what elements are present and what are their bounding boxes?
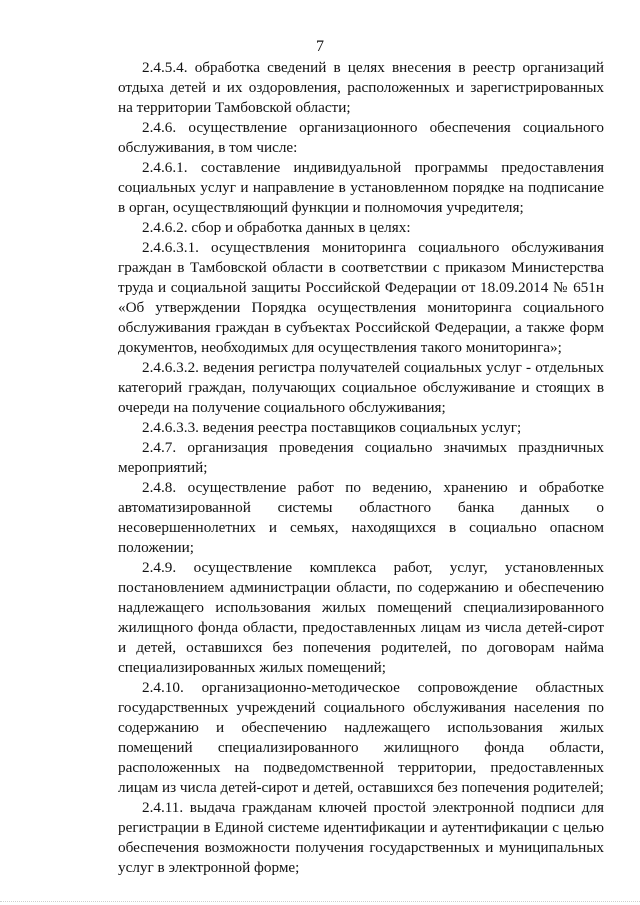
paragraph-2-4-11: 2.4.11. выдача гражданам ключей простой электронной подписи для регистрации в Единой системе идентификации и аутентификации с целью обеспечения возможности получения государственных и муниципальных услуг в электронной форме; [118,799,604,876]
paragraph-2-4-9: 2.4.9. осуществление комплекса работ, услуг, установленных постановлением администрации области, по содержанию и обеспечению надлежащего использования жилых помещений специализированного жилищного фонда области, предоставленных лицам из числа детей-сирот и детей, оставшихся без попечения родителей, по договорам найма специализированных жилых помещений; [118,559,604,676]
page-number: 7 [316,38,324,55]
paragraph-2-4-6: 2.4.6. осуществление организационного обеспечения социального обслуживания, в том числе: [118,119,604,156]
paragraph-2-4-8: 2.4.8. осуществление работ по ведению, хранению и обработке автоматизированной системы областного банка данных о несовершеннолетних и семьях, находящихся в социально опасном положении; [118,479,604,556]
document-body [118,58,604,878]
paragraph-2-4-5-4: 2.4.5.4. обработка сведений в целях внесения в реестр организаций отдыха детей и их оздоровления, расположенных и зарегистрированных на территории Тамбовской области; [118,59,604,116]
paragraph-2-4-6-3-1: 2.4.6.3.1. осуществления мониторинга социального обслуживания граждан в Тамбовской области в соответствии с приказом Министерства труда и социальной защиты Российской Федерации от 18.09.2014 № 651н «Об утверждении Порядка осуществления мониторинга социального обслуживания граждан в субъектах Российской Федерации, а также форм документов, необходимых для осуществления такого мониторинга»; [118,239,604,356]
paragraph-2-4-6-3-2: 2.4.6.3.2. ведения регистра получателей социальных услуг - отдельных категорий граждан, получающих социальное обслуживание и стоящих в очереди на получение социального обслуживания; [118,359,604,416]
paragraph-2-4-6-3-3: 2.4.6.3.3. ведения реестра поставщиков социальных услуг; [142,419,522,436]
paragraph-2-4-6-2: 2.4.6.2. сбор и обработка данных в целях: [142,219,411,236]
paragraph-2-4-7: 2.4.7. организация проведения социально значимых праздничных мероприятий; [118,439,604,476]
paragraph-2-4-10: 2.4.10. организационно-методическое сопровождение областных государственных учреждений социального обслуживания населения по содержанию и обеспечению надлежащего использования жилых помещений специализированного жилищного фонда области, расположенных на подведомственной территории, предоставленных лицам из числа детей-сирот и детей, оставшихся без попечения родителей; [118,679,604,796]
paragraph-2-4-6-1: 2.4.6.1. составление индивидуальной программы предоставления социальных услуг и направление в установленном порядке на подписание в орган, осуществляющий функции и полномочия учредителя; [118,159,604,216]
page-bottom-edge [0,901,640,902]
